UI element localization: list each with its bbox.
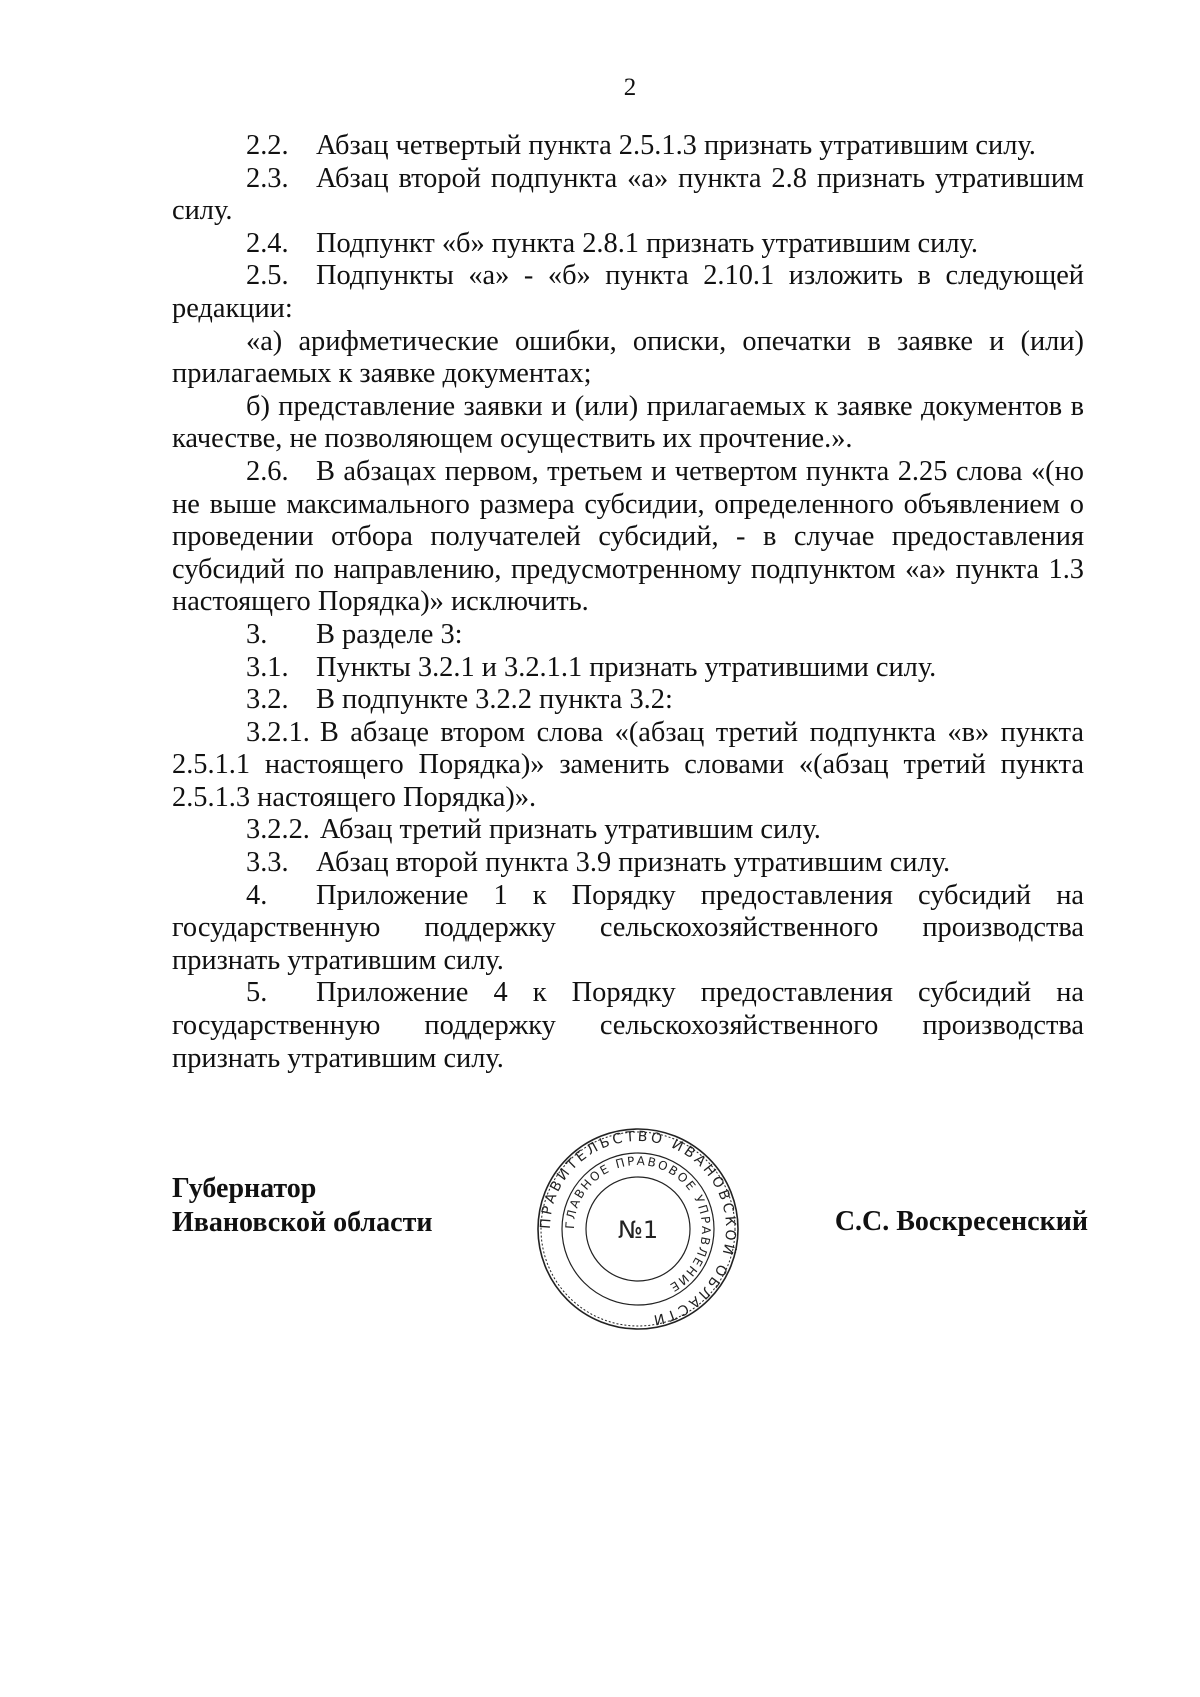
paragraph [172,619,1084,652]
paragraph [172,717,1084,815]
paragraph-number: 2.6. [246,455,289,487]
paragraph-text: б) представление заявки и (или) прилагаемых к заявке документов в качестве, не позволяющем осуществить их прочтение.». [172,390,1084,455]
paragraph-text: В разделе 3: [316,618,463,650]
paragraph [172,652,1084,685]
paragraph-text: Абзац второй пункта 3.9 признать утратившим силу. [316,847,951,879]
paragraph-text: В абзаце втором слова «(абзац третий подпункта «в» пункта 2.5.1.1 настоящего Порядка)» заменить словами «(абзац третий пункта 2.5.1.3 настоящего Порядка)». [172,716,1084,813]
paragraph-text: «а) арифметические ошибки, описки, опечатки в заявке и (или) прилагаемых к заявке документах; [172,325,1084,390]
paragraph-text: В абзацах первом, третьем и четвертом пункта 2.25 слова «(но не выше максимального размера субсидии, определенного объявлением о проведении отбора получателей субсидий, - в случае предоставления субсидий по направлению, предусмотренному подпунктом «а» пункта 1.3 настоящего Порядка)» исключить. [172,455,1084,618]
seal-inner-text: ГЛАВНОЕ ПРАВОВОЕ УПРАВЛЕНИЕ [562,1153,714,1296]
paragraph-number: 2.2. [246,130,289,161]
page-number: 2 [623,74,637,101]
paragraph-text: Пункты 3.2.1 и 3.2.1.1 признать утратившими силу. [316,651,937,683]
paragraph-text: Подпункты «а» - «б» пункта 2.10.1 изложить в следующей редакции: [172,260,1084,324]
paragraph-text: Абзац четвертый пункта 2.5.1.3 признать утратившим силу. [316,130,1036,161]
position-line: Губернатор [172,1173,317,1204]
paragraph-number: 5. [246,977,268,1009]
seal-outer-text: ПРАВИТЕЛЬСТВО ИВАНОВСКОЙ ОБЛАСТИ [537,1128,739,1329]
paragraph-number: 3.1. [246,651,289,683]
position-line: Ивановской области [172,1207,433,1238]
paragraph [172,163,1084,228]
paragraph-text: Абзац третий признать утратившим силу. [319,814,821,846]
official-seal [536,1127,740,1331]
signatory-position [172,1172,432,1240]
paragraph-number: 2.3. [246,162,289,194]
paragraph [172,880,1084,978]
paragraph-number: 3.2. [246,684,289,716]
seal-center-number: №1 [617,1216,659,1244]
paragraph [172,814,1084,847]
document-body [172,130,1084,1075]
paragraph [172,391,1084,456]
paragraph-text: Подпункт «б» пункта 2.8.1 признать утратившим силу. [316,227,978,259]
paragraph-text: В подпункте 3.2.2 пункта 3.2: [316,684,673,716]
paragraph [172,130,1084,163]
paragraph [172,260,1084,325]
paragraph-number: 4. [246,879,268,911]
paragraph-number: 3.2.1. [246,716,310,748]
paragraph-text: Приложение 4 к Порядку предоставления субсидий на государственную поддержку сельскохозяйственного производства признать утратившим силу. [172,977,1084,1074]
signer-name: С.С. Воскресенский [834,1206,1088,1237]
paragraph [172,456,1084,619]
paragraph-number: 3. [246,618,268,650]
paragraph-number: 3.2.2. [246,814,310,846]
seal-graphic [536,1127,740,1331]
paragraph [172,326,1084,391]
paragraph [172,228,1084,261]
paragraph [172,847,1084,880]
paragraph-number: 3.3. [246,847,289,879]
paragraph-text: Приложение 1 к Порядку предоставления субсидий на государственную поддержку сельскохозяйственного производства признать утратившим силу. [172,879,1084,976]
paragraph [172,977,1084,1075]
paragraph-text: Абзац второй подпункта «а» пункта 2.8 признать утратившим силу. [172,162,1084,227]
paragraph-number: 2.5. [246,260,289,292]
paragraph-number: 2.4. [246,227,289,259]
paragraph [172,684,1084,717]
